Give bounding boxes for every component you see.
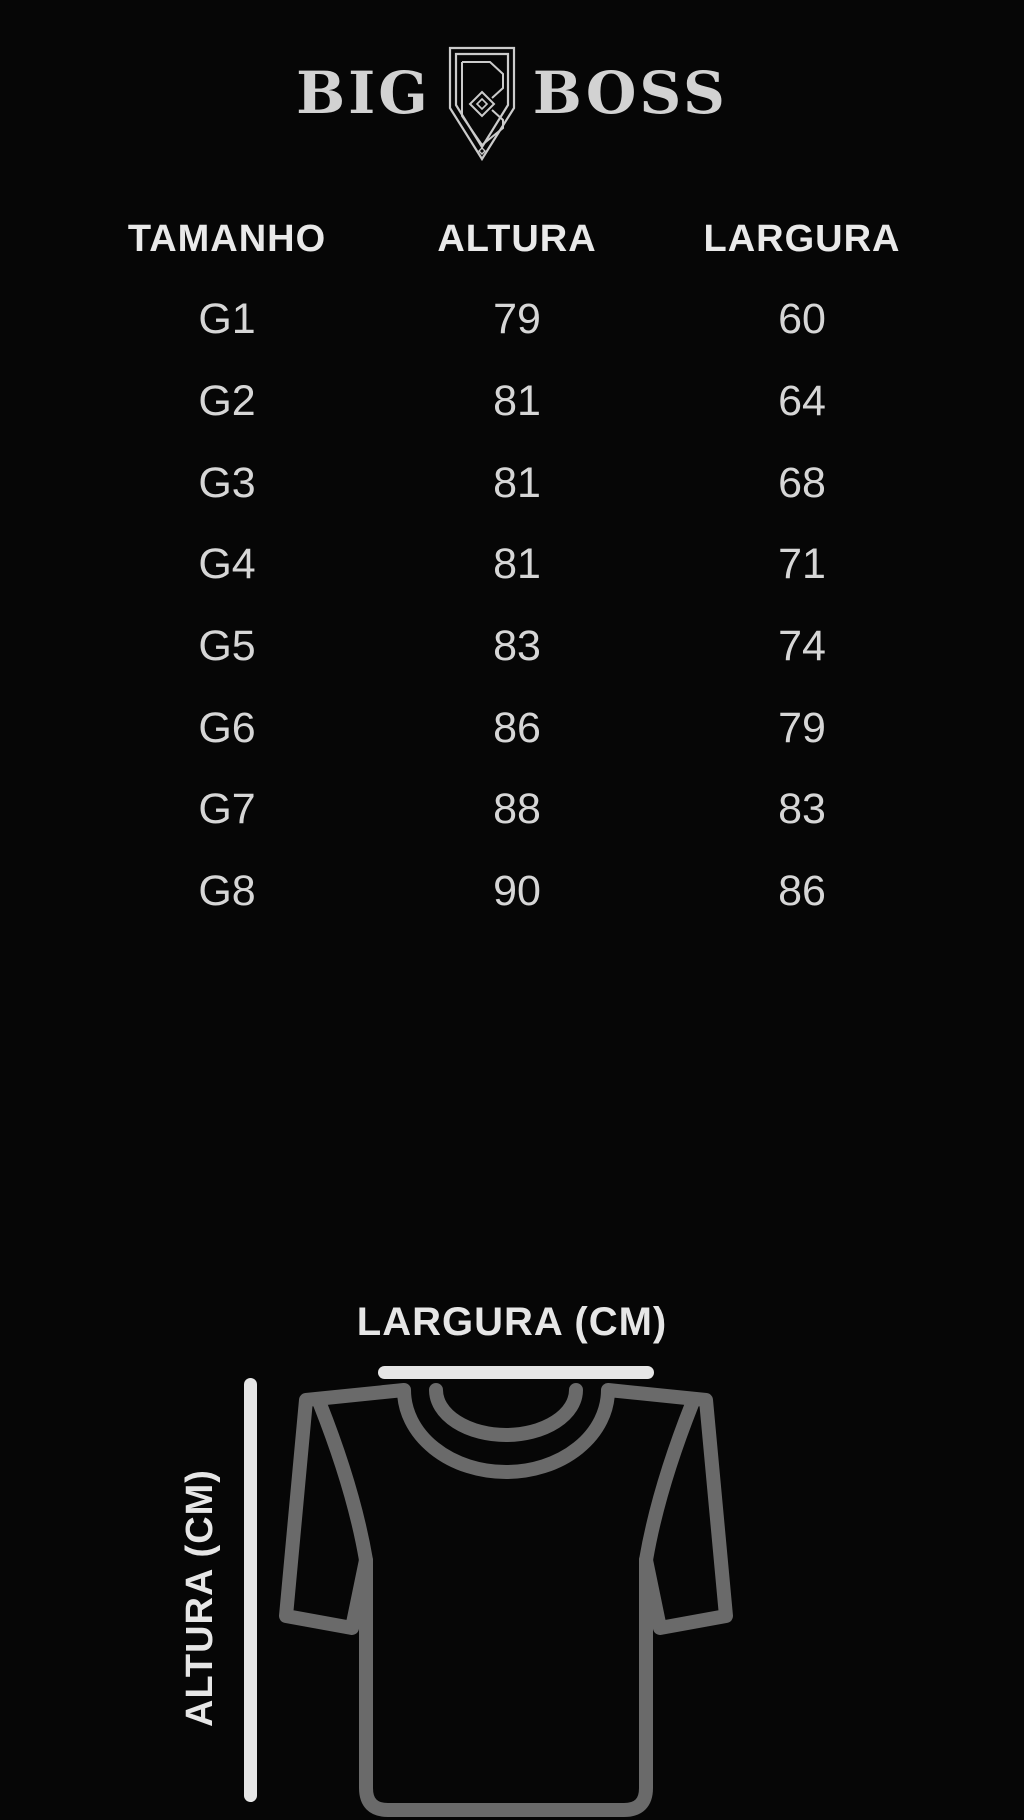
width-value: 60 xyxy=(778,295,826,344)
height-value: 86 xyxy=(493,703,541,752)
size-label: G1 xyxy=(198,295,256,344)
height-value: 88 xyxy=(493,785,541,834)
height-value: 81 xyxy=(493,377,541,426)
size-label: G6 xyxy=(198,703,256,752)
brand-text-boss: BOSS xyxy=(532,59,728,127)
width-value: 83 xyxy=(778,785,826,834)
height-value: 81 xyxy=(493,458,541,507)
width-value: 79 xyxy=(778,703,826,752)
width-value: 68 xyxy=(778,458,826,507)
brand-logo xyxy=(0,40,1024,190)
column-header-largura: LARGURA xyxy=(703,217,901,260)
size-label: G5 xyxy=(198,622,256,671)
height-value: 81 xyxy=(493,540,541,589)
column-header-tamanho: TAMANHO xyxy=(127,217,327,260)
tshirt-outline-icon xyxy=(270,1380,740,1820)
size-label: G4 xyxy=(198,540,256,589)
size-label: G2 xyxy=(198,377,256,426)
shield-monogram-icon xyxy=(448,46,516,162)
height-axis-label: ALTURA (CM) xyxy=(178,1469,221,1727)
width-measure-bar xyxy=(378,1366,654,1379)
height-value: 90 xyxy=(493,867,541,916)
size-table-header xyxy=(72,215,952,263)
size-label: G8 xyxy=(198,867,256,916)
size-table xyxy=(72,279,952,933)
column-header-altura: ALTURA xyxy=(437,217,597,260)
size-label: G3 xyxy=(198,458,256,507)
size-label: G7 xyxy=(198,785,256,834)
height-value: 83 xyxy=(493,622,541,671)
width-value: 86 xyxy=(778,867,826,916)
height-value: 79 xyxy=(493,295,541,344)
brand-text-big: BIG xyxy=(296,59,431,127)
width-value: 64 xyxy=(778,377,826,426)
width-axis-label: LARGURA (CM) xyxy=(356,1300,668,1344)
height-measure-bar xyxy=(244,1378,257,1802)
width-value: 71 xyxy=(778,540,826,589)
width-value: 74 xyxy=(778,622,826,671)
